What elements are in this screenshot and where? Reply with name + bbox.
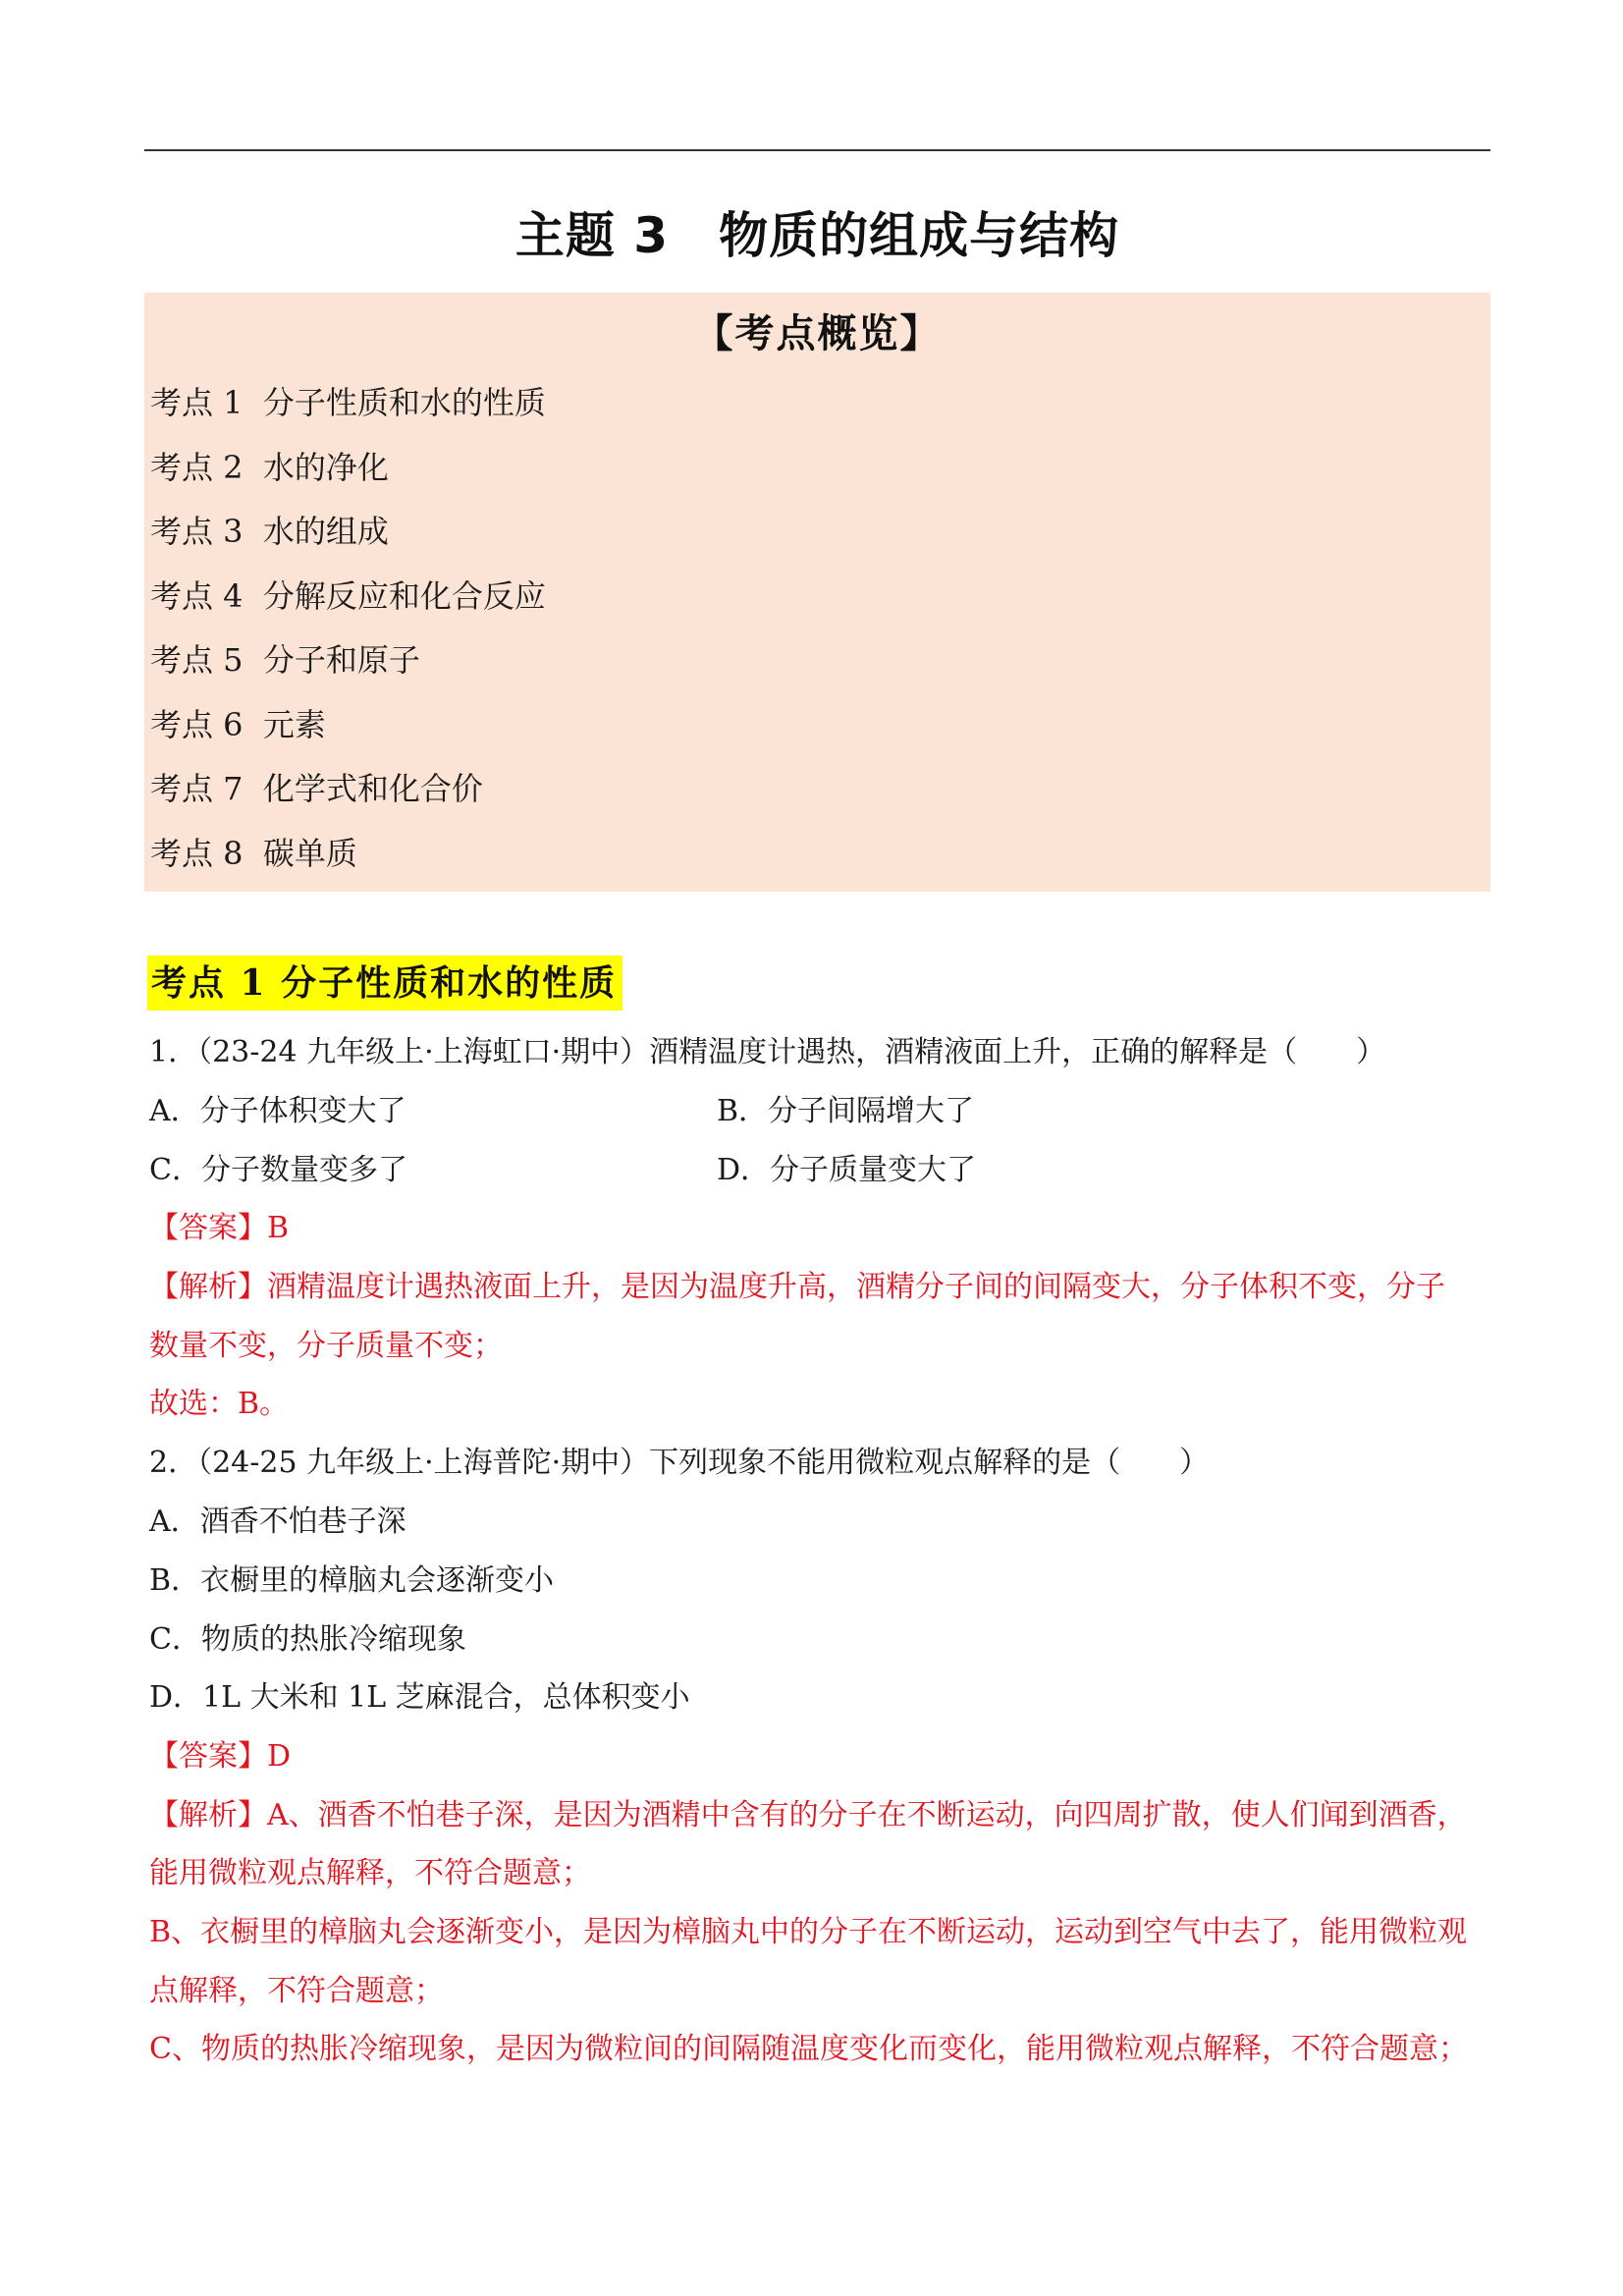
question-2-analysis: 能用微粒观点解释，不符合题意； <box>149 1856 591 1890</box>
question-2-option-c: C．物质的热胀冷缩现象 <box>149 1622 466 1657</box>
question-1-option-c: C．分子数量变多了 <box>149 1153 407 1187</box>
page-title: 主题 3 物质的组成与结构 <box>514 207 1120 264</box>
question-1-choice: 故选：B。 <box>149 1387 290 1421</box>
question-1-analysis: 【解析】酒精温度计遇热液面上升，是因为温度升高，酒精分子间的间隔变大，分子体积不变，分子 <box>149 1270 1445 1304</box>
overview-item[interactable]: 考点 7 化学式和化合价 <box>150 770 483 807</box>
question-2-analysis: C、物质的热胀冷缩现象，是因为微粒间的间隔随温度变化而变化，能用微粒观点解释，不符合题意； <box>149 2032 1468 2066</box>
top-rule <box>144 149 1490 151</box>
question-1-option-d: D．分子质量变大了 <box>717 1153 977 1187</box>
overview-box <box>144 293 1490 892</box>
overview-item[interactable]: 考点 2 水的净化 <box>150 448 389 486</box>
question-2-option-b: B．衣橱里的樟脑丸会逐渐变小 <box>149 1563 555 1598</box>
overview-item[interactable]: 考点 3 水的组成 <box>150 513 389 550</box>
overview-heading: 【考点概览】 <box>693 310 942 356</box>
question-1-stem: 1．（23-24 九年级上·上海虹口·期中）酒精温度计遇热，酒精液面上升，正确的解释是（ ） <box>149 1035 1386 1069</box>
question-2-analysis: 【解析】A、酒香不怕巷子深，是因为酒精中含有的分子在不断运动，向四周扩散，使人们闻到酒香， <box>149 1798 1467 1832</box>
overview-list <box>150 383 546 898</box>
question-2-stem: 2．（24-25 九年级上·上海普陀·期中）下列现象不能用微粒观点解释的是（ ） <box>149 1446 1210 1480</box>
question-2-analysis: 点解释，不符合题意； <box>149 1974 444 2008</box>
question-2-option-d: D．1L 大米和 1L 芝麻混合，总体积变小 <box>149 1680 690 1715</box>
question-1-option-a: A．分子体积变大了 <box>149 1094 406 1128</box>
overview-item[interactable]: 考点 5 分子和原子 <box>150 641 420 679</box>
question-1-answer: 【答案】B <box>149 1211 290 1245</box>
overview-item[interactable]: 考点 1 分子性质和水的性质 <box>150 384 546 421</box>
question-2-option-a: A．酒香不怕巷子深 <box>149 1504 406 1539</box>
question-2-answer: 【答案】D <box>149 1739 292 1774</box>
section-heading: 考点 1 分子性质和水的性质 <box>147 956 622 1011</box>
overview-item[interactable]: 考点 6 元素 <box>150 705 326 743</box>
overview-item[interactable]: 考点 4 分解反应和化合反应 <box>150 576 546 615</box>
question-1-option-b: B．分子间隔增大了 <box>717 1094 975 1128</box>
question-1-analysis: 数量不变，分子质量不变； <box>149 1329 503 1363</box>
question-2-analysis: B、衣橱里的樟脑丸会逐渐变小，是因为樟脑丸中的分子在不断运动，运动到空气中去了，能用微粒观 <box>149 1915 1468 1949</box>
overview-item[interactable]: 考点 8 碳单质 <box>150 834 357 872</box>
